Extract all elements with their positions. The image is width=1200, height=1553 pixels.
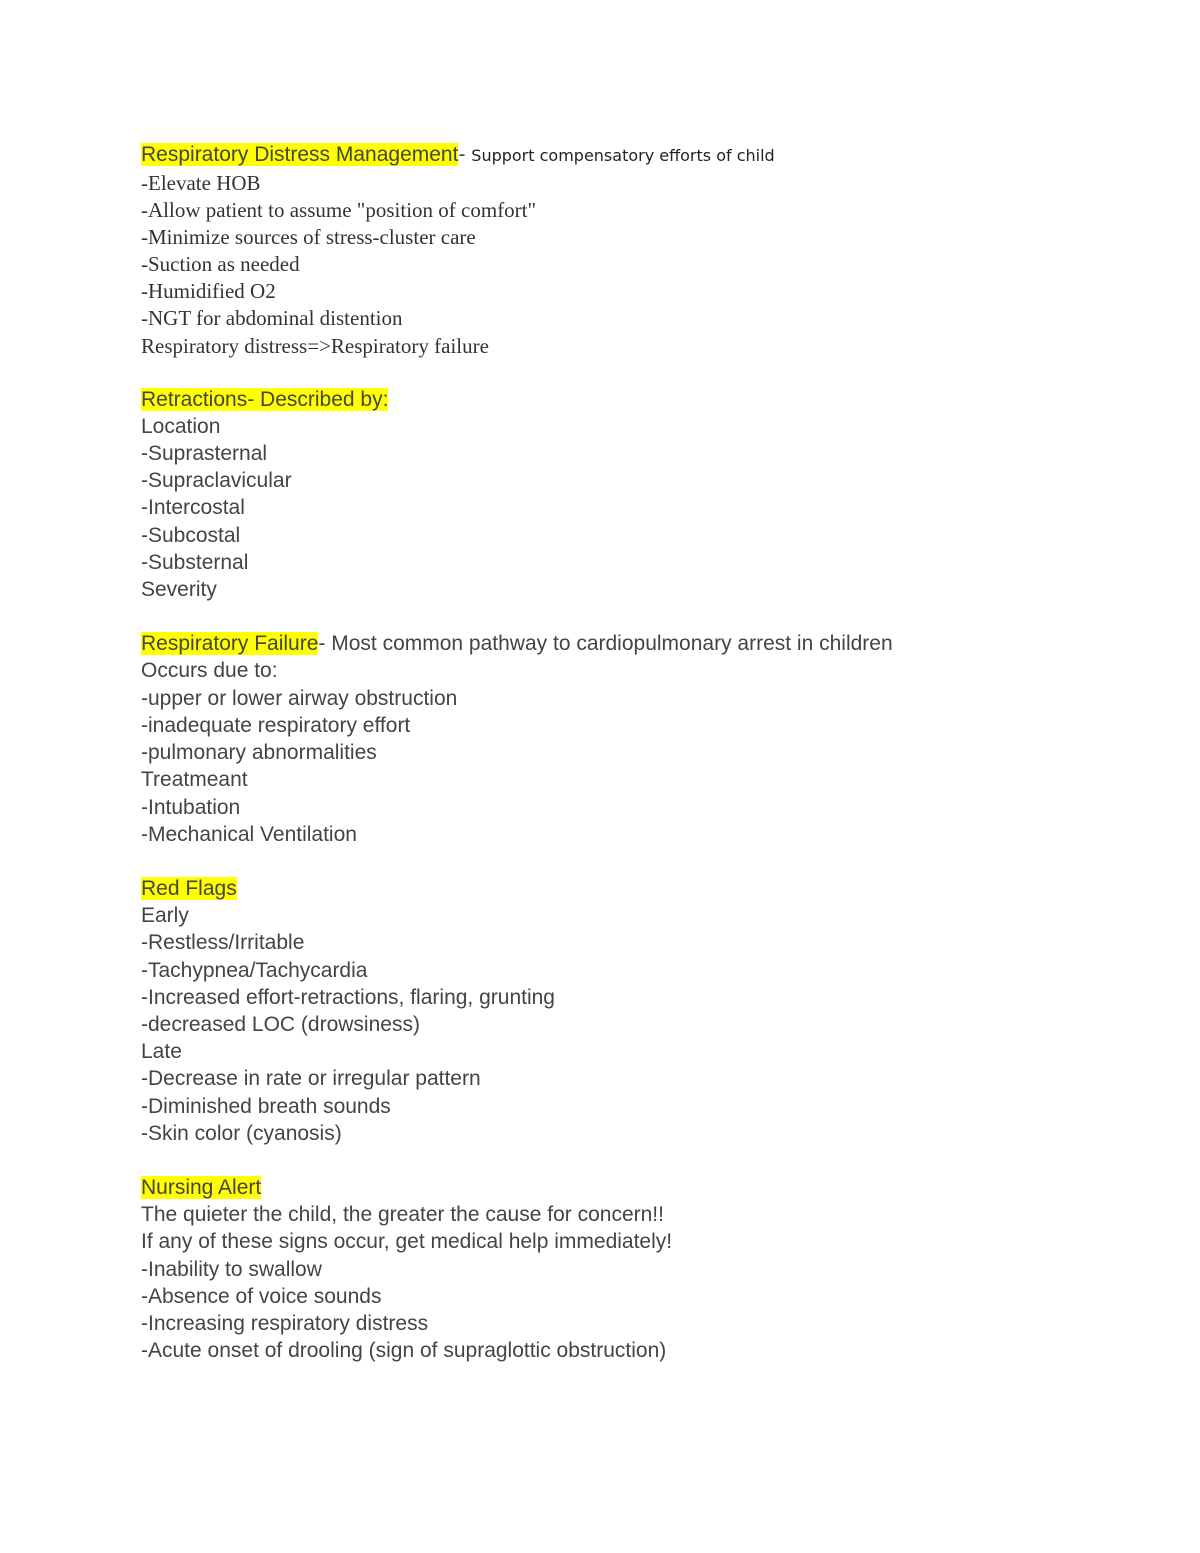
list-item: Severity [141, 578, 217, 602]
list-item: The quieter the child, the greater the cause for concern!! [141, 1203, 664, 1227]
list-item: -Decrease in rate or irregular pattern [141, 1067, 481, 1091]
section-retractions [141, 386, 1141, 604]
highlighted-heading: Retractions- Described by: [141, 387, 389, 411]
list-item: -Increased effort-retractions, flaring, grunting [141, 985, 555, 1009]
list-item: -Diminished breath sounds [141, 1094, 391, 1118]
list-item: Location [141, 414, 221, 438]
list-item: Respiratory distress=>Respiratory failure [141, 333, 489, 358]
list-item: -pulmonary abnormalities [141, 741, 377, 765]
spacer [141, 360, 1141, 386]
document-page [141, 141, 1141, 1364]
section-heading-line [141, 141, 1141, 170]
list-item: -Increasing respiratory distress [141, 1311, 429, 1335]
list-item: -Intubation [141, 795, 241, 819]
list-item: -Intercostal [141, 496, 245, 520]
highlighted-heading: Red Flags [141, 876, 237, 900]
list-item: -Acute onset of drooling (sign of supraglottic obstruction) [141, 1339, 667, 1363]
list-item: -Mechanical Ventilation [141, 822, 357, 846]
section-heading-line [141, 1174, 1141, 1201]
list-item: -upper or lower airway obstruction [141, 686, 458, 710]
list-item: Occurs due to: [141, 659, 278, 683]
section-respiratory-distress-management [141, 141, 1141, 360]
section-heading-line [141, 630, 1141, 657]
list-item: -Subcostal [141, 523, 241, 547]
heading-subtitle: Support compensatory efforts of child [471, 146, 775, 165]
spacer [141, 848, 1141, 875]
list-item: -Tachypnea/Tachycardia [141, 958, 368, 982]
section-respiratory-failure [141, 630, 1141, 848]
section-red-flags [141, 875, 1141, 1147]
highlighted-heading: Respiratory Failure [141, 632, 319, 656]
list-item: Late [141, 1040, 182, 1064]
list-item: -decreased LOC (drowsiness) [141, 1012, 420, 1036]
list-item: -Inability to swallow [141, 1257, 322, 1281]
section-heading-line [141, 875, 1141, 902]
list-item: -Allow patient to assume "position of comfort" [141, 198, 537, 223]
list-item: -inadequate respiratory effort [141, 713, 411, 737]
list-item: -Substernal [141, 550, 249, 574]
list-item: -Supraclavicular [141, 469, 292, 493]
highlighted-heading: Respiratory Distress Management [141, 143, 459, 166]
list-item: -Suction as needed [141, 252, 300, 277]
heading-dash: - [458, 143, 472, 166]
list-item: If any of these signs occur, get medical help immediately! [141, 1230, 673, 1254]
section-heading-line [141, 386, 1141, 413]
section-nursing-alert [141, 1174, 1141, 1364]
list-item: -Skin color (cyanosis) [141, 1121, 342, 1145]
list-item: -NGT for abdominal distention [141, 306, 403, 331]
highlighted-heading: Nursing Alert [141, 1175, 262, 1199]
list-item: Treatmeant [141, 768, 248, 792]
spacer [141, 1147, 1141, 1174]
spacer [141, 603, 1141, 630]
list-item: -Absence of voice sounds [141, 1284, 382, 1308]
list-item: -Elevate HOB [141, 171, 261, 195]
list-item: Early [141, 904, 189, 928]
list-item: -Humidified O2 [141, 279, 276, 304]
heading-description: - Most common pathway to cardiopulmonary arrest in children [318, 632, 893, 656]
list-item: -Minimize sources of stress-cluster care [141, 225, 476, 250]
list-item: -Restless/Irritable [141, 931, 305, 955]
list-item: -Suprasternal [141, 442, 268, 466]
